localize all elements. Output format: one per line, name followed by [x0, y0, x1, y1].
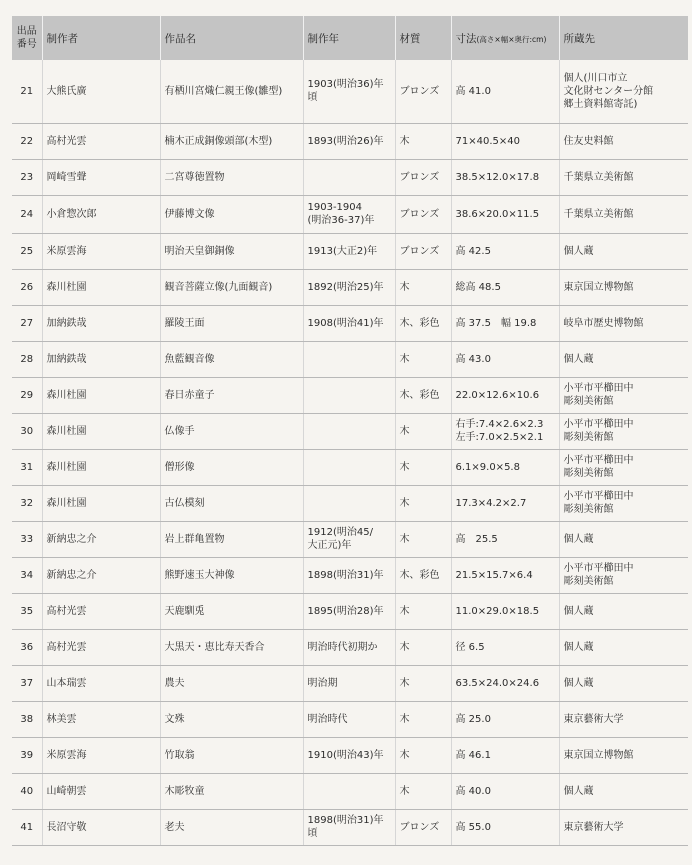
cell-collection: 個人蔵	[559, 665, 688, 701]
cell-year: 明治期	[303, 665, 395, 701]
cell-year	[303, 773, 395, 809]
cell-title: 仏像手	[160, 413, 303, 449]
cell-title: 春日赤童子	[160, 377, 303, 413]
header-collection: 所蔵先	[559, 16, 688, 60]
cell-collection: 小平市平櫛田中 彫刻美術館	[559, 413, 688, 449]
cell-collection: 個人(川口市立 文化財センター分館 郷土資料館寄託)	[559, 60, 688, 123]
cell-collection: 東京国立博物館	[559, 737, 688, 773]
table-row	[12, 485, 688, 521]
table-row	[12, 123, 688, 159]
cell-dimensions: 11.0×29.0×18.5	[451, 593, 559, 629]
cell-title: 大黒天・恵比寿天香合	[160, 629, 303, 665]
cell-dimensions: 高 43.0	[451, 341, 559, 377]
cell-material: 木	[395, 449, 451, 485]
cell-dimensions: 38.6×20.0×11.5	[451, 195, 559, 233]
cell-number: 22	[12, 123, 42, 159]
cell-dimensions: 高 46.1	[451, 737, 559, 773]
table-row	[12, 341, 688, 377]
cell-number: 29	[12, 377, 42, 413]
header-year: 制作年	[303, 16, 395, 60]
table-row	[12, 665, 688, 701]
cell-year	[303, 159, 395, 195]
cell-number: 28	[12, 341, 42, 377]
table-row	[12, 60, 688, 123]
cell-year: 明治時代初期か	[303, 629, 395, 665]
cell-collection: 個人蔵	[559, 521, 688, 557]
cell-collection: 小平市平櫛田中 彫刻美術館	[559, 485, 688, 521]
cell-number: 26	[12, 269, 42, 305]
cell-dimensions: 高 55.0	[451, 809, 559, 845]
cell-title: 熊野速玉大神像	[160, 557, 303, 593]
header-dimensions-label: 寸法	[455, 32, 477, 45]
cell-dimensions: 右手:7.4×2.6×2.3 左手:7.0×2.5×2.1	[451, 413, 559, 449]
cell-title: 農夫	[160, 665, 303, 701]
cell-title: 竹取翁	[160, 737, 303, 773]
table-row	[12, 233, 688, 269]
cell-dimensions: 21.5×15.7×6.4	[451, 557, 559, 593]
cell-material: 木	[395, 665, 451, 701]
cell-artist: 小倉惣次郎	[42, 195, 160, 233]
table-row	[12, 195, 688, 233]
cell-collection: 東京藝術大学	[559, 809, 688, 845]
cell-artist: 森川杜園	[42, 449, 160, 485]
table-row	[12, 269, 688, 305]
cell-dimensions: 63.5×24.0×24.6	[451, 665, 559, 701]
cell-collection: 個人蔵	[559, 593, 688, 629]
table-body	[12, 60, 688, 845]
cell-artist: 森川杜園	[42, 269, 160, 305]
table-row	[12, 521, 688, 557]
cell-artist: 高村光雲	[42, 593, 160, 629]
cell-material: 木	[395, 701, 451, 737]
header-number	[12, 16, 42, 60]
cell-material: 木	[395, 773, 451, 809]
cell-artist: 森川杜園	[42, 485, 160, 521]
cell-material: 木	[395, 485, 451, 521]
cell-collection: 東京藝術大学	[559, 701, 688, 737]
cell-title: 明治天皇御銅像	[160, 233, 303, 269]
table-row	[12, 629, 688, 665]
cell-dimensions: 22.0×12.6×10.6	[451, 377, 559, 413]
cell-artist: 森川杜園	[42, 377, 160, 413]
cell-artist: 新納忠之介	[42, 557, 160, 593]
cell-number: 35	[12, 593, 42, 629]
cell-title: 観音菩薩立像(九面観音)	[160, 269, 303, 305]
table-header-row	[12, 16, 688, 60]
header-dimensions	[451, 16, 559, 60]
cell-title: 有栖川宮熾仁親王像(雛型)	[160, 60, 303, 123]
cell-artist: 大熊氏廣	[42, 60, 160, 123]
cell-title: 文殊	[160, 701, 303, 737]
cell-artist: 森川杜園	[42, 413, 160, 449]
cell-material: ブロンズ	[395, 195, 451, 233]
cell-number: 41	[12, 809, 42, 845]
header-artist: 制作者	[42, 16, 160, 60]
cell-year: 明治時代	[303, 701, 395, 737]
cell-number: 33	[12, 521, 42, 557]
table-row	[12, 593, 688, 629]
cell-number: 37	[12, 665, 42, 701]
cell-number: 21	[12, 60, 42, 123]
cell-year: 1892(明治25)年	[303, 269, 395, 305]
table-row	[12, 809, 688, 845]
cell-artist: 高村光雲	[42, 123, 160, 159]
cell-material: 木、彩色	[395, 377, 451, 413]
cell-dimensions: 17.3×4.2×2.7	[451, 485, 559, 521]
cell-number: 31	[12, 449, 42, 485]
cell-year: 1903(明治36)年頃	[303, 60, 395, 123]
table-row	[12, 449, 688, 485]
cell-artist: 長沼守敬	[42, 809, 160, 845]
cell-artist: 山本瑞雲	[42, 665, 160, 701]
cell-collection: 東京国立博物館	[559, 269, 688, 305]
cell-year	[303, 377, 395, 413]
cell-material: 木	[395, 521, 451, 557]
cell-year	[303, 413, 395, 449]
table-row	[12, 159, 688, 195]
cell-material: 木	[395, 737, 451, 773]
cell-number: 34	[12, 557, 42, 593]
cell-collection: 個人蔵	[559, 341, 688, 377]
cell-number: 38	[12, 701, 42, 737]
table-row	[12, 305, 688, 341]
cell-title: 魚藍観音像	[160, 341, 303, 377]
header-number-line1: 出品	[16, 26, 37, 37]
cell-collection: 住友史料館	[559, 123, 688, 159]
cell-artist: 加納鉄哉	[42, 341, 160, 377]
cell-dimensions: 高 40.0	[451, 773, 559, 809]
cell-dimensions: 総高 48.5	[451, 269, 559, 305]
cell-number: 23	[12, 159, 42, 195]
cell-collection: 岐阜市歴史博物館	[559, 305, 688, 341]
table-row	[12, 413, 688, 449]
cell-title: 木彫牧童	[160, 773, 303, 809]
cell-year: 1895(明治28)年	[303, 593, 395, 629]
cell-material: 木	[395, 123, 451, 159]
cell-title: 二宮尊徳置物	[160, 159, 303, 195]
cell-material: 木、彩色	[395, 557, 451, 593]
cell-material: 木	[395, 269, 451, 305]
cell-collection: 千葉県立美術館	[559, 195, 688, 233]
cell-collection: 個人蔵	[559, 629, 688, 665]
cell-year: 1910(明治43)年	[303, 737, 395, 773]
cell-year: 1912(明治45/ 大正元)年	[303, 521, 395, 557]
cell-artist: 新納忠之介	[42, 521, 160, 557]
table-row	[12, 701, 688, 737]
cell-title: 岩上群亀置物	[160, 521, 303, 557]
cell-title: 僧形像	[160, 449, 303, 485]
header-number-line2: 番号	[16, 39, 37, 50]
header-dimensions-unit: (高さ×幅×奥行:cm)	[476, 34, 547, 44]
cell-material: ブロンズ	[395, 809, 451, 845]
cell-material: ブロンズ	[395, 233, 451, 269]
cell-number: 32	[12, 485, 42, 521]
cell-material: ブロンズ	[395, 60, 451, 123]
cell-dimensions: 高 42.5	[451, 233, 559, 269]
table-row	[12, 737, 688, 773]
cell-number: 40	[12, 773, 42, 809]
cell-artist: 岡崎雪聲	[42, 159, 160, 195]
cell-year	[303, 341, 395, 377]
cell-title: 天鹿馴兎	[160, 593, 303, 629]
cell-dimensions: 71×40.5×40	[451, 123, 559, 159]
cell-material: 木	[395, 629, 451, 665]
cell-artist: 林美雲	[42, 701, 160, 737]
cell-number: 36	[12, 629, 42, 665]
cell-artist: 米原雲海	[42, 737, 160, 773]
cell-collection: 千葉県立美術館	[559, 159, 688, 195]
cell-artist: 米原雲海	[42, 233, 160, 269]
cell-dimensions: 高 37.5 幅 19.8	[451, 305, 559, 341]
cell-collection: 小平市平櫛田中 彫刻美術館	[559, 449, 688, 485]
cell-year: 1913(大正2)年	[303, 233, 395, 269]
cell-number: 30	[12, 413, 42, 449]
cell-year: 1908(明治41)年	[303, 305, 395, 341]
table-row	[12, 557, 688, 593]
cell-material: ブロンズ	[395, 159, 451, 195]
cell-year: 1898(明治31)年	[303, 557, 395, 593]
cell-year	[303, 485, 395, 521]
cell-year: 1903-1904 (明治36-37)年	[303, 195, 395, 233]
cell-material: 木、彩色	[395, 305, 451, 341]
cell-title: 羅陵王面	[160, 305, 303, 341]
cell-year: 1898(明治31)年頃	[303, 809, 395, 845]
cell-title: 伊藤博文像	[160, 195, 303, 233]
cell-collection: 個人蔵	[559, 773, 688, 809]
cell-year	[303, 449, 395, 485]
header-material: 材質	[395, 16, 451, 60]
header-title: 作品名	[160, 16, 303, 60]
cell-number: 27	[12, 305, 42, 341]
cell-number: 39	[12, 737, 42, 773]
cell-dimensions: 径 6.5	[451, 629, 559, 665]
cell-collection: 小平市平櫛田中 彫刻美術館	[559, 557, 688, 593]
cell-dimensions: 高 25.0	[451, 701, 559, 737]
cell-title: 楠木正成銅像頭部(木型)	[160, 123, 303, 159]
cell-material: 木	[395, 341, 451, 377]
table-row	[12, 773, 688, 809]
cell-title: 古仏模刻	[160, 485, 303, 521]
cell-title: 老夫	[160, 809, 303, 845]
cell-dimensions: 高 41.0	[451, 60, 559, 123]
cell-material: 木	[395, 413, 451, 449]
table-row	[12, 377, 688, 413]
cell-dimensions: 38.5×12.0×17.8	[451, 159, 559, 195]
cell-collection: 小平市平櫛田中 彫刻美術館	[559, 377, 688, 413]
cell-number: 25	[12, 233, 42, 269]
cell-year: 1893(明治26)年	[303, 123, 395, 159]
cell-collection: 個人蔵	[559, 233, 688, 269]
cell-artist: 山崎朝雲	[42, 773, 160, 809]
cell-dimensions: 6.1×9.0×5.8	[451, 449, 559, 485]
cell-number: 24	[12, 195, 42, 233]
cell-artist: 高村光雲	[42, 629, 160, 665]
exhibit-catalog-table	[12, 16, 688, 846]
cell-dimensions: 高 25.5	[451, 521, 559, 557]
cell-artist: 加納鉄哉	[42, 305, 160, 341]
cell-material: 木	[395, 593, 451, 629]
